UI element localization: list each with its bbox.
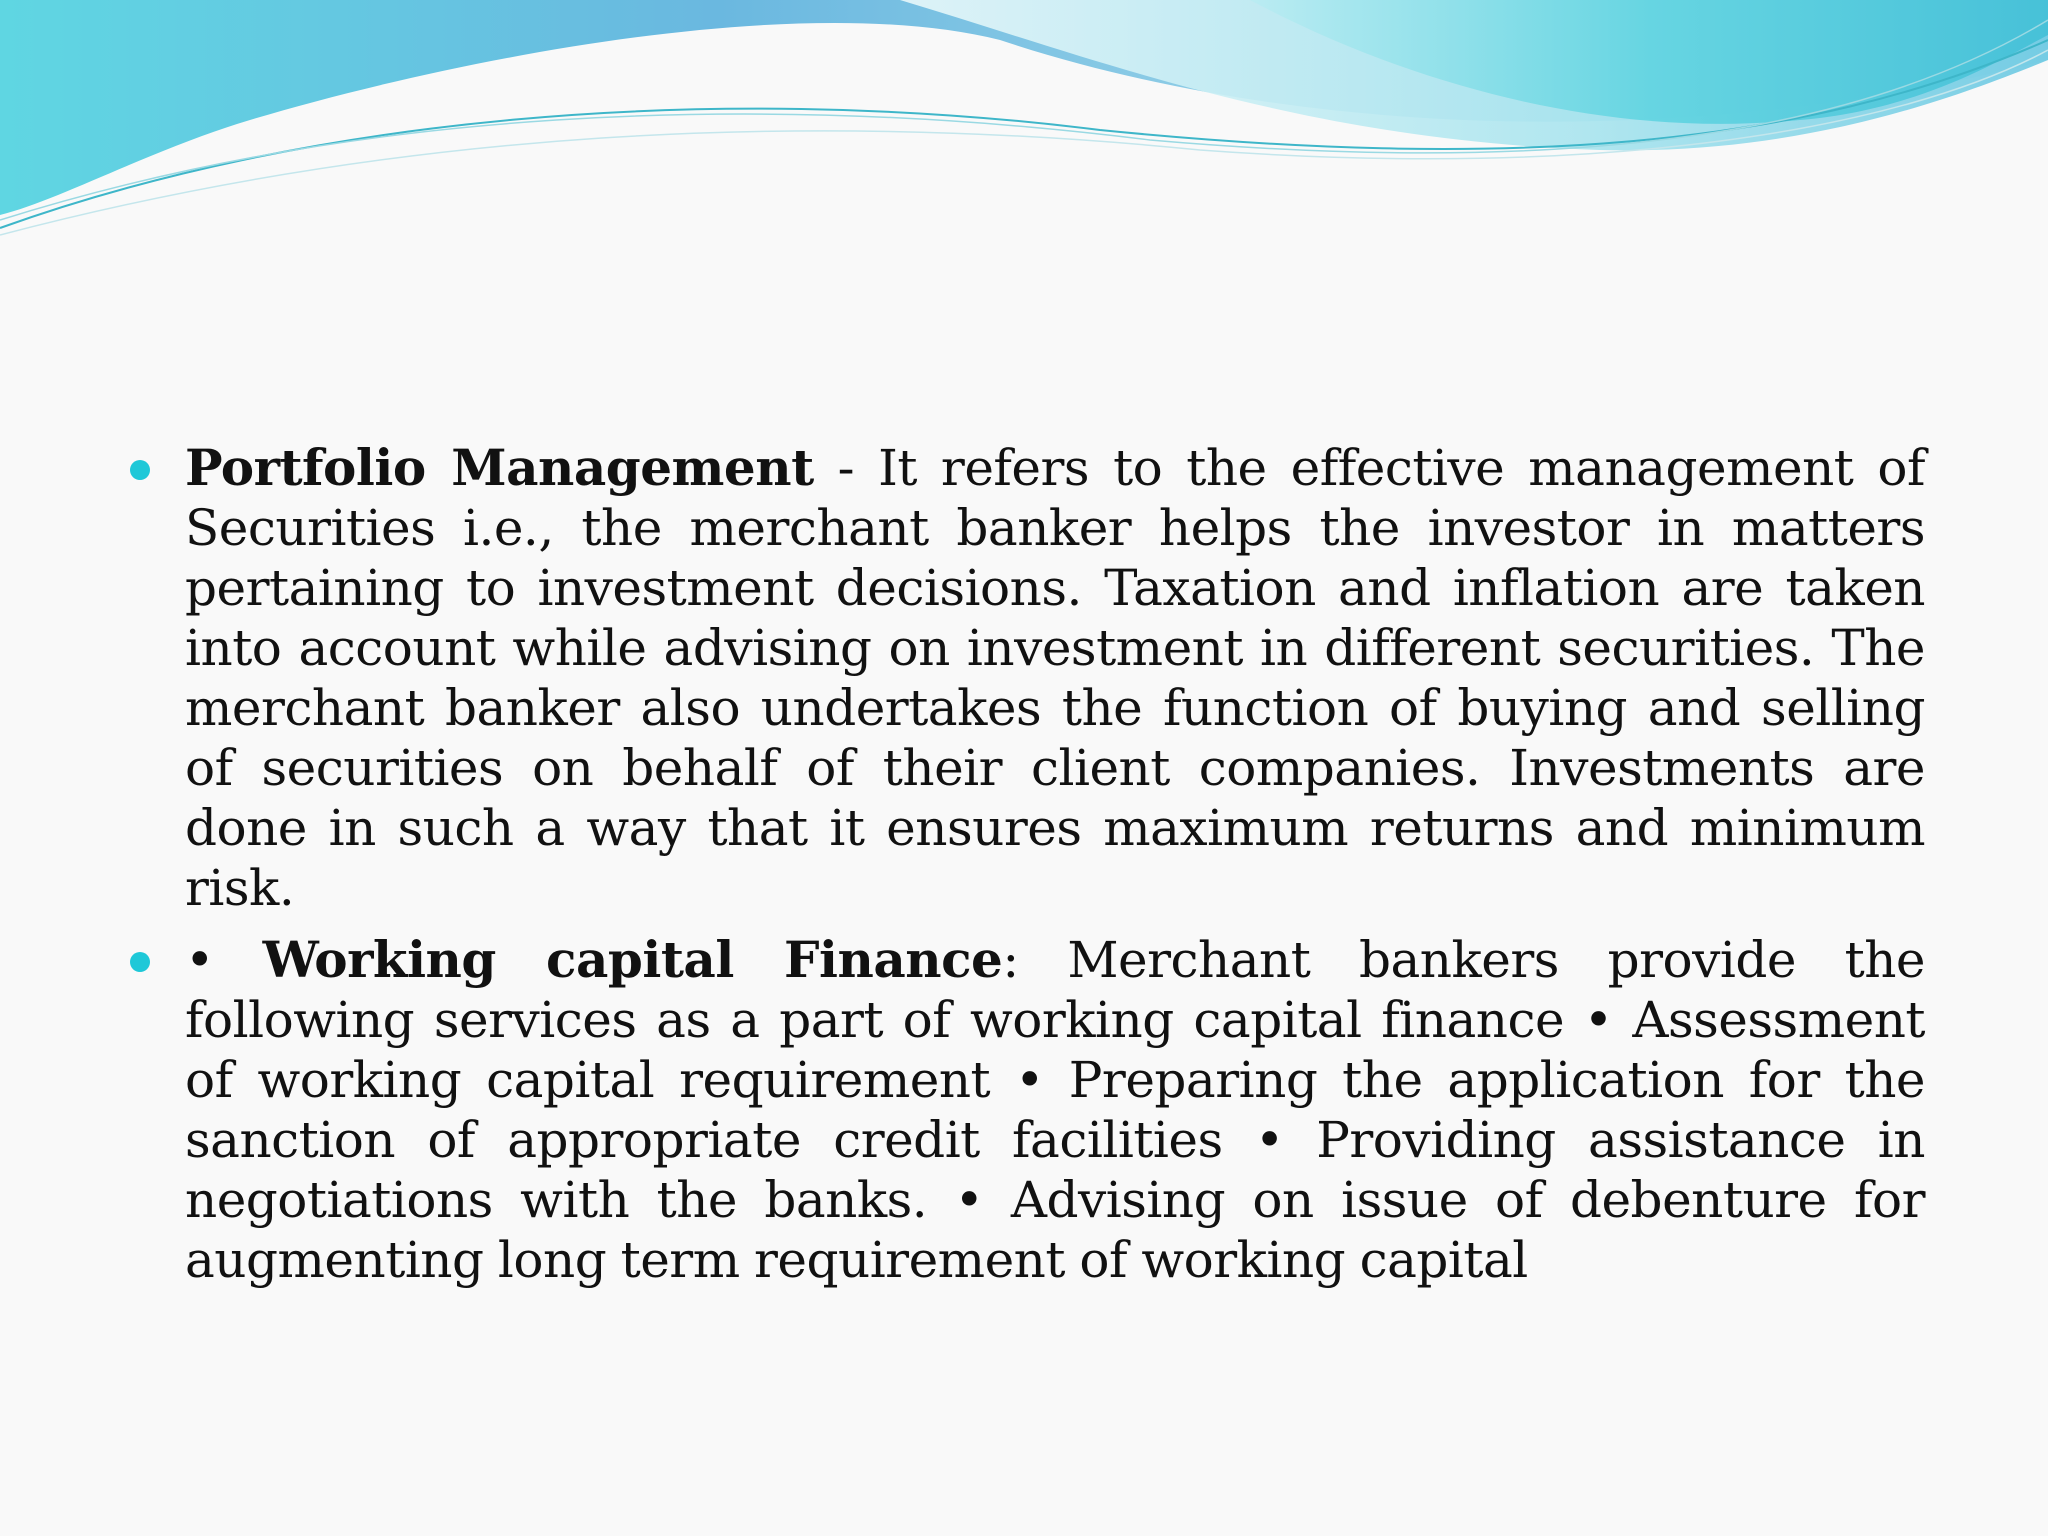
bullet-prefix: • <box>185 931 263 989</box>
header-wave-decoration <box>0 0 2048 240</box>
bullet-heading: Portfolio Management <box>185 438 814 497</box>
bullet-item-portfolio-management <box>130 438 1925 918</box>
bullet-text <box>185 438 1925 918</box>
bullet-dot-icon <box>130 460 150 480</box>
bullet-item-working-capital-finance <box>130 930 1925 1290</box>
bullet-body: Merchant bankers provide the following services as a part of working capital finance • Assessment of working capital requirement • Preparing the application for the sanction of appropriate credit facilities • Providing assistance in negotiations with the banks. • Advising on issue of debenture for augmenting long term requirement of working capital <box>185 931 1925 1289</box>
bullet-separator: : <box>1002 931 1068 989</box>
bullet-body: It refers to the effective management of Securities i.e., the merchant banker helps the investor in matters pertaining to investment decisions. Taxation and inflation are taken into account while advising on investment in different securities. The merchant banker also undertakes the function of buying and selling of securities on behalf of their client companies. Investments are done in such a way that it ensures maximum returns and minimum risk. <box>185 439 1925 917</box>
bullet-list <box>130 438 1925 1302</box>
bullet-dot-icon <box>130 952 150 972</box>
bullet-heading: Working capital Finance <box>262 930 1003 989</box>
bullet-separator: - <box>813 439 879 497</box>
bullet-text <box>185 930 1925 1290</box>
